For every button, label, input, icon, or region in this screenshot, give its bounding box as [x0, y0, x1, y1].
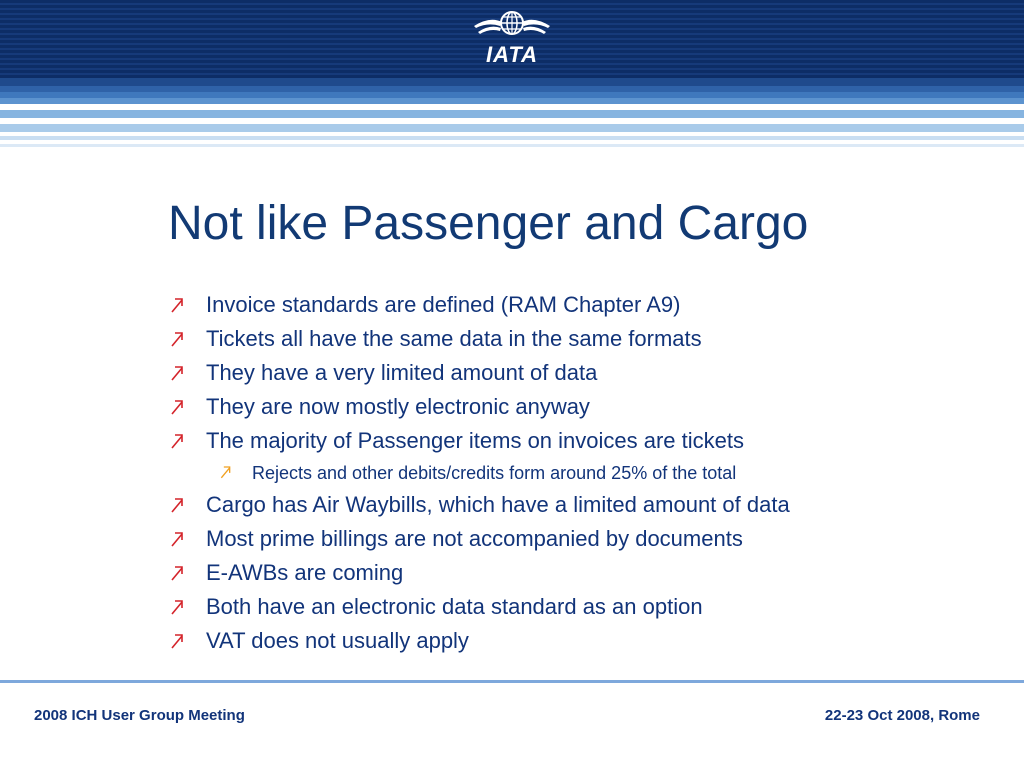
bullet-text: Both have an electronic data standard as an option	[206, 594, 703, 619]
bullet-list	[168, 290, 1008, 660]
slide-title: Not like Passenger and Cargo	[168, 197, 809, 250]
bullet-text: E-AWBs are coming	[206, 560, 404, 585]
bullet-item	[168, 490, 1008, 524]
arrow-up-right-icon	[218, 462, 233, 480]
footer-date-location: 22-23 Oct 2008, Rome	[824, 707, 980, 724]
bullet-item	[168, 426, 1008, 460]
sub-bullet-item	[168, 460, 1008, 490]
globe-wings-icon	[472, 6, 552, 42]
bullet-text: The majority of Passenger items on invoices are tickets	[206, 428, 745, 453]
bullet-text: VAT does not usually apply	[206, 628, 469, 653]
header-banner	[0, 0, 1024, 150]
bullet-text: They are now mostly electronic anyway	[206, 394, 590, 419]
footer-divider	[0, 680, 1024, 683]
bullet-item	[168, 626, 1008, 660]
arrow-up-right-icon	[168, 493, 186, 513]
iata-logo	[472, 6, 552, 66]
bullet-text: Tickets all have the same data in the same formats	[206, 326, 702, 351]
arrow-up-right-icon	[168, 395, 186, 415]
arrow-up-right-icon	[168, 527, 186, 547]
bullet-item	[168, 324, 1008, 358]
bullet-item	[168, 392, 1008, 426]
bullet-text: Most prime billings are not accompanied by documents	[206, 526, 743, 551]
bullet-item	[168, 290, 1008, 324]
arrow-up-right-icon	[168, 629, 186, 649]
bullet-text: Cargo has Air Waybills, which have a limited amount of data	[206, 492, 790, 517]
bullet-text: Invoice standards are defined (RAM Chapter A9)	[206, 292, 681, 317]
arrow-up-right-icon	[168, 595, 186, 615]
arrow-up-right-icon	[168, 293, 186, 313]
bullet-item	[168, 524, 1008, 558]
bullet-text: They have a very limited amount of data	[206, 360, 598, 385]
bullet-text: Rejects and other debits/credits form around 25% of the total	[252, 463, 737, 483]
bullet-item	[168, 358, 1008, 392]
logo-text: IATA	[485, 42, 539, 67]
bullet-item	[168, 592, 1008, 626]
arrow-up-right-icon	[168, 561, 186, 581]
footer-event: 2008 ICH User Group Meeting	[34, 707, 245, 724]
arrow-up-right-icon	[168, 429, 186, 449]
arrow-up-right-icon	[168, 361, 186, 381]
bullet-item	[168, 558, 1008, 592]
arrow-up-right-icon	[168, 327, 186, 347]
